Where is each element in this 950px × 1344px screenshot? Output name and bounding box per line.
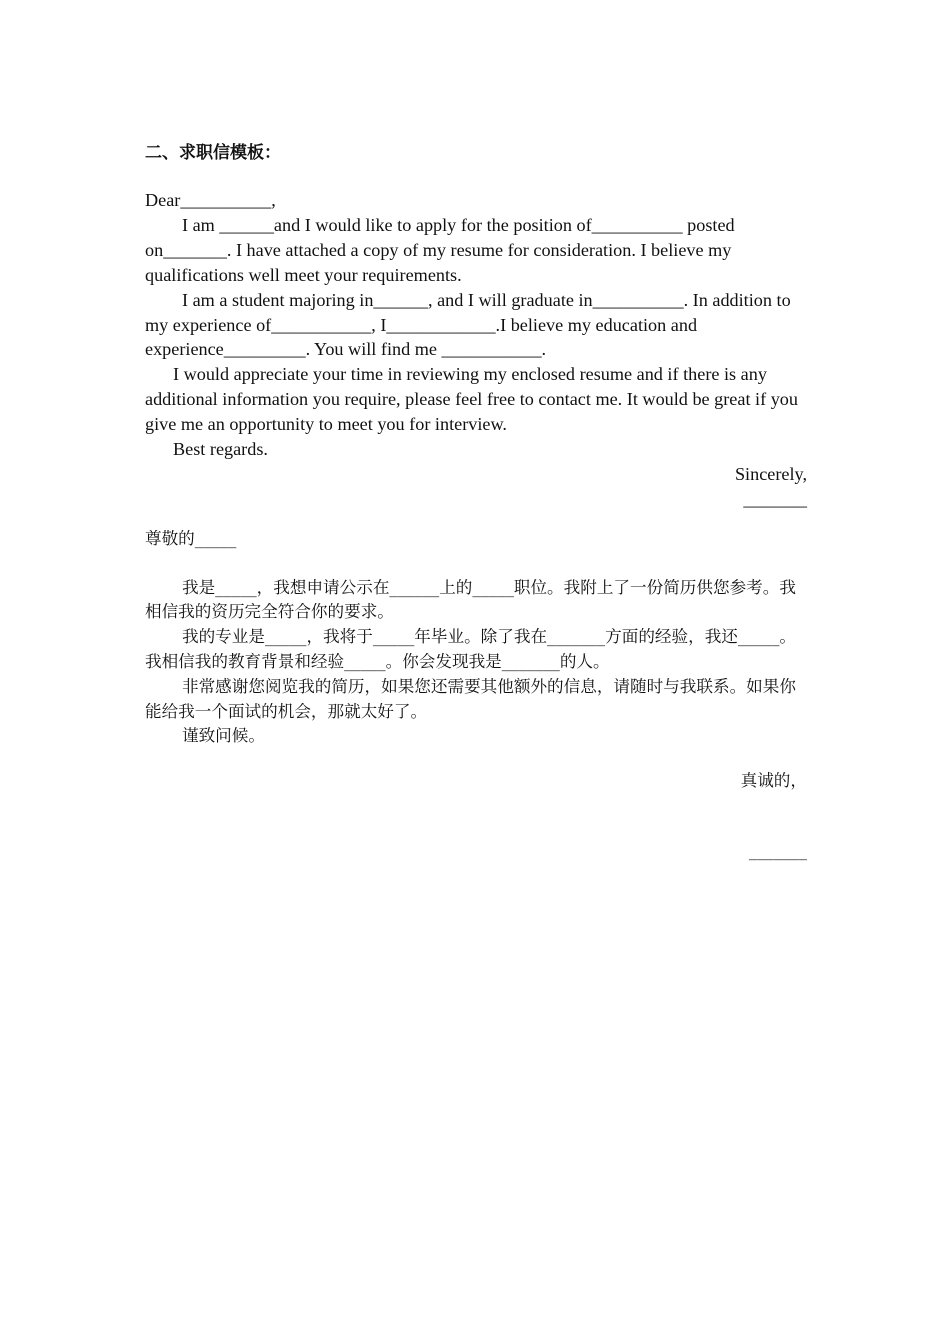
chinese-salutation: 尊敬的_____ xyxy=(145,528,237,548)
chinese-paragraph-1: 我是_____，我想申请公示在______上的_____职位。我附上了一份简历供您参考。我相信我的资历完全符合你的要求。 xyxy=(145,577,796,622)
chinese-cover-letter xyxy=(145,527,807,864)
signature-gap xyxy=(145,794,807,839)
chinese-closing-sincerely: 真诚的， xyxy=(740,771,807,791)
chinese-closing-greeting: 谨致问候。 xyxy=(182,726,265,746)
closing-gap xyxy=(145,749,807,769)
english-closing-best-regards: Best regards. xyxy=(173,439,268,460)
english-closing-sincerely: Sincerely, xyxy=(734,463,807,484)
english-paragraph-1: I am ______and I would like to apply for the position of__________ posted on_______. I have attached a copy of my resume for consideration. I believe my qualifications well meet your requirements. xyxy=(145,214,735,285)
english-signature-line: _______ xyxy=(743,488,807,509)
english-salutation: Dear__________, xyxy=(145,190,276,210)
chinese-paragraph-2: 我的专业是_____，我将于_____年毕业。除了我在_______方面的经验，我还_____。我相信我的教育背景和经验_____。你会发现我是_______的人。 xyxy=(145,627,796,671)
english-paragraph-2: I am a student majoring in______, and I will graduate in__________. In addition to my experience of___________, I____________.I believe my education and experience_________. You will find me ___________. xyxy=(145,289,791,360)
english-paragraph-3: I would appreciate your time in reviewing my enclosed resume and if there is any additional information you require, please feel free to contact me. It would be great if you give me an opportunity to meet you for interview. xyxy=(145,364,798,435)
page-title: 二、求职信模板： xyxy=(145,143,281,163)
section-gap xyxy=(145,512,807,527)
chinese-paragraph-3: 非常感谢您阅览我的简历，如果您还需要其他额外的信息，请随时与我联系。如果你能给我一个面试的机会，那就太好了。 xyxy=(145,676,796,721)
chinese-signature-line: _______ xyxy=(748,840,807,860)
salutation-gap xyxy=(145,552,807,576)
english-cover-letter xyxy=(145,188,807,512)
letter-content xyxy=(145,138,807,864)
